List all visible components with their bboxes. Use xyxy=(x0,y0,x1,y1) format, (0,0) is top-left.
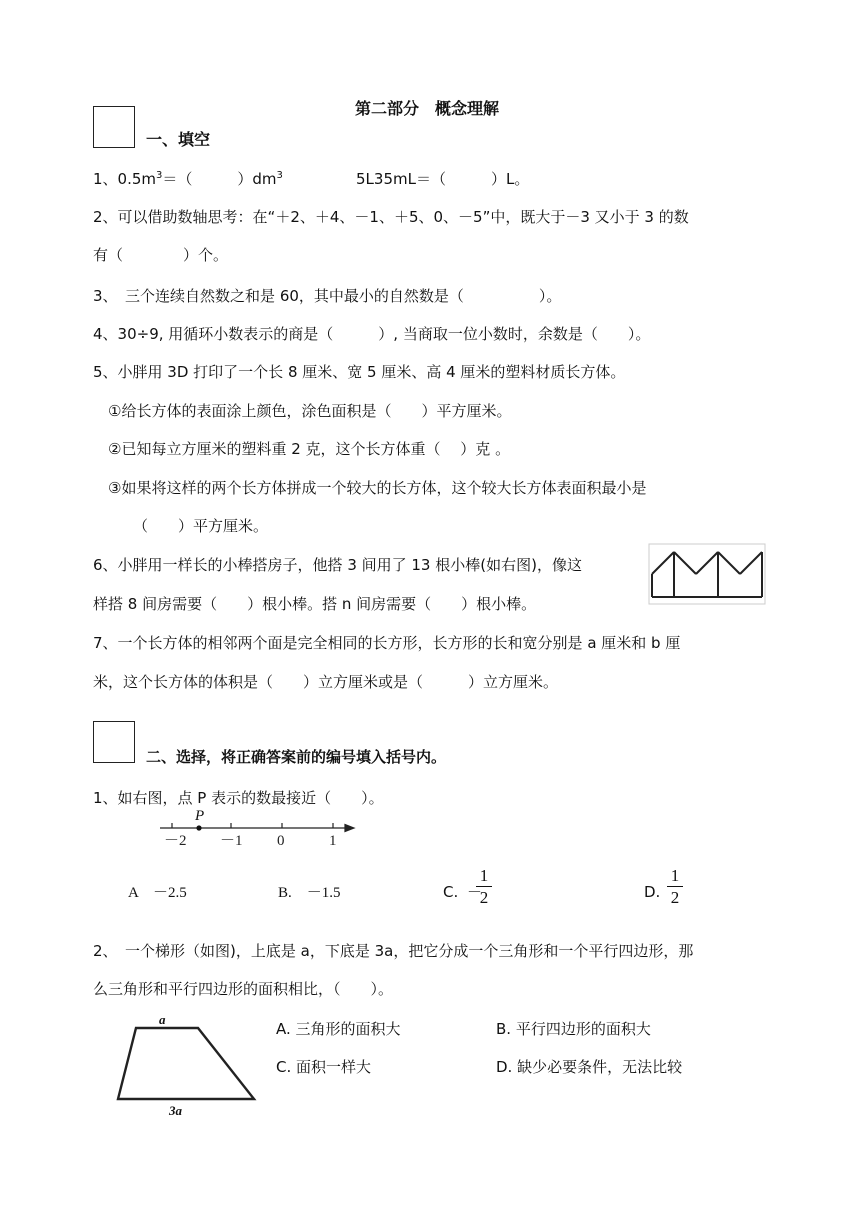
s2-q1-stem: 1、如右图，点 P 表示的数最接近（ ）。 xyxy=(93,789,384,807)
q5-sub3-line2: （ ）平方厘米。 xyxy=(133,517,269,535)
q4-line: 4、30÷9, 用循环小数表示的商是（ ）, 当商取一位小数时，余数是（ ）。 xyxy=(93,325,651,343)
q1-sup1: 3 xyxy=(156,170,163,181)
score-box-1 xyxy=(93,106,135,148)
point-p xyxy=(196,825,201,830)
q7-line2: 米，这个长方体的体积是（ ）立方厘米或是（ ）立方厘米。 xyxy=(93,673,559,691)
number-line-arrow-icon xyxy=(345,825,354,832)
s2-q1-option-d: D. xyxy=(644,883,661,901)
q5-sub1: ①给长方体的表面涂上颜色，涂色面积是（ ）平方厘米。 xyxy=(108,402,512,420)
q7-line1: 7、一个长方体的相邻两个面是完全相同的长方形，长方形的长和宽分别是 a 厘米和 b 厘 xyxy=(93,634,681,652)
s2-q2-line1: 2、 一个梯形（如图)，上底是 a，下底是 3a，把它分成一个三角形和一个平行四边形，那 xyxy=(93,942,694,960)
s2-q2-option-d: D. 缺少必要条件，无法比较 xyxy=(496,1058,683,1076)
s2-q2-option-a: A. 三角形的面积大 xyxy=(276,1020,401,1038)
tick-label-minus-1: －1 xyxy=(220,833,243,849)
q6-line1: 6、小胖用一样长的小棒搭房子，他搭 3 间用了 13 根小棒(如右图)，像这 xyxy=(93,556,582,574)
point-p-label: P xyxy=(195,808,205,824)
trapezoid-figure xyxy=(112,1008,262,1120)
section-2-heading: 二、选择，将正确答案前的编号填入括号内。 xyxy=(146,748,447,766)
section-1-heading: 一、填空 xyxy=(146,130,211,149)
q3-line: 3、 三个连续自然数之和是 60，其中最小的自然数是（ ）。 xyxy=(93,287,562,305)
score-box-2 xyxy=(93,721,135,763)
s2-q1-option-c-fraction xyxy=(476,866,492,907)
fraction-denominator: 2 xyxy=(479,888,489,907)
q6-line2: 样搭 8 间房需要（ ）根小棒。搭 n 间房需要（ ）根小棒。 xyxy=(93,595,537,613)
s2-q1-option-c: C. xyxy=(443,883,459,901)
q2-line1: 2、可以借助数轴思考：在“＋2、＋4、－1、＋5、0、－5”中，既大于－3 又小于 3 的数 xyxy=(93,208,689,226)
q1-part-b: ＝（ ）dm xyxy=(162,170,277,188)
s2-q1-option-c-sign: － xyxy=(467,885,483,901)
tick-label-1: 1 xyxy=(329,833,337,849)
number-line xyxy=(158,806,358,850)
q5-stem: 5、小胖用 3D 打印了一个长 8 厘米、宽 5 厘米、高 4 厘米的塑料材质长方体。 xyxy=(93,363,626,381)
q1-sup2: 3 xyxy=(276,170,283,181)
trapezoid-top-label: a xyxy=(159,1012,166,1027)
tick-label-0: 0 xyxy=(277,833,285,849)
q5-sub2: ②已知每立方厘米的塑料重 2 克，这个长方体重（ ）克 。 xyxy=(108,440,511,458)
q1-part-c: 5L35mL＝（ ）L。 xyxy=(356,170,530,188)
s2-q1-option-a: A －2.5 xyxy=(128,885,187,901)
trapezoid-bottom-label: 3a xyxy=(169,1103,182,1118)
q1-part-a: 1、0.5m xyxy=(93,170,157,188)
houses-figure xyxy=(648,543,766,605)
q1-line xyxy=(93,168,283,189)
s2-q1-option-d-fraction xyxy=(667,866,683,907)
fraction-denominator: 2 xyxy=(670,888,680,907)
fraction-numerator: 1 xyxy=(479,866,489,885)
s2-q2-line2: 么三角形和平行四边形的面积相比，（ ）。 xyxy=(93,980,394,998)
tick-label-minus-2: －2 xyxy=(164,833,187,849)
q2-line2: 有（ ）个。 xyxy=(93,246,229,264)
fraction-numerator: 1 xyxy=(670,866,680,885)
page-title: 第二部分 概念理解 xyxy=(355,99,500,118)
s2-q2-option-c: C. 面积一样大 xyxy=(276,1058,372,1076)
q5-sub3-line1: ③如果将这样的两个长方体拼成一个较大的长方体，这个较大长方体表面积最小是 xyxy=(108,479,647,497)
s2-q2-option-b: B. 平行四边形的面积大 xyxy=(496,1020,651,1038)
trapezoid-shape xyxy=(118,1028,254,1099)
s2-q1-option-b: B. －1.5 xyxy=(278,885,341,901)
